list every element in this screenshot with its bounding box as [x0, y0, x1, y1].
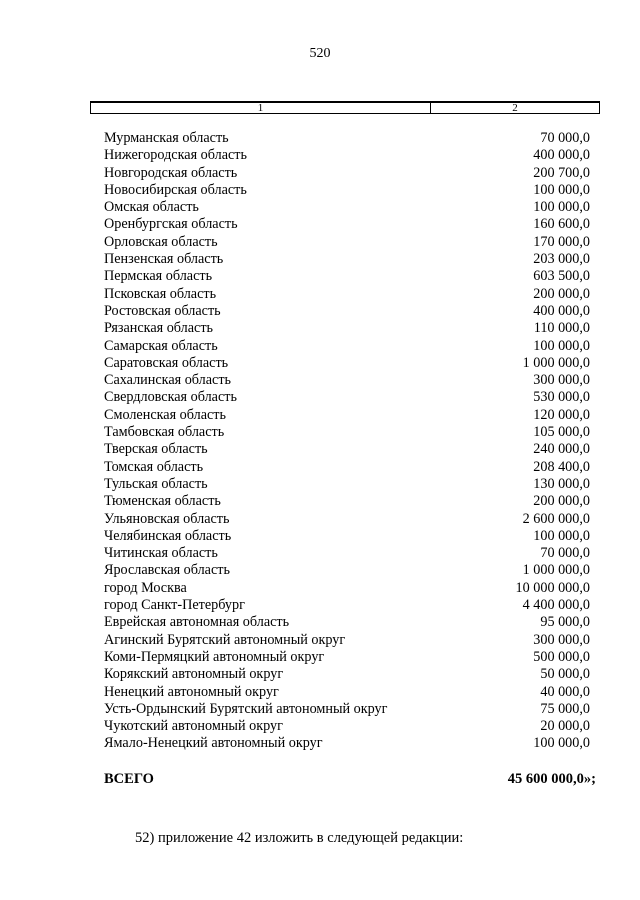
table-row [104, 580, 590, 597]
region-name: Корякский автономный округ [104, 666, 284, 683]
table-row [104, 493, 590, 510]
region-value: 530 000,0 [533, 389, 590, 406]
region-name: Тверская область [104, 441, 208, 458]
region-name: Ярославская область [104, 562, 230, 579]
region-value: 300 000,0 [533, 631, 590, 648]
column-header-2: 2 [512, 102, 518, 114]
region-name: Омская область [104, 199, 199, 216]
region-value: 20 000,0 [540, 718, 590, 735]
region-name: Новосибирская область [104, 181, 247, 198]
table-row [104, 234, 590, 251]
region-name: Еврейская автономная область [104, 614, 290, 631]
table-body [104, 130, 590, 753]
table-row [104, 182, 590, 199]
region-value: 40 000,0 [540, 683, 590, 700]
region-name: Оренбургская область [104, 216, 238, 233]
table-row [104, 216, 590, 233]
table-row [104, 441, 590, 458]
region-value: 10 000 000,0 [515, 579, 590, 596]
table-row [104, 251, 590, 268]
table-row [104, 476, 590, 493]
table-row [104, 562, 590, 579]
region-value: 95 000,0 [540, 614, 590, 631]
table-row [104, 355, 590, 372]
region-value: 160 600,0 [533, 216, 590, 233]
table-row [104, 528, 590, 545]
region-value: 110 000,0 [533, 320, 590, 337]
region-value: 400 000,0 [533, 147, 590, 164]
region-name: Мурманская область [104, 130, 229, 146]
region-value: 50 000,0 [540, 666, 590, 683]
region-name: Нижегородская область [104, 147, 247, 164]
region-name: город Москва [104, 579, 187, 596]
region-name: Орловская область [104, 233, 218, 250]
region-value: 500 000,0 [533, 648, 590, 665]
column-header-1: 1 [257, 102, 264, 114]
region-value: 603 500,0 [533, 268, 590, 285]
region-value: 100 000,0 [533, 199, 590, 216]
table-header [90, 101, 600, 114]
region-value: 2 600 000,0 [522, 510, 590, 527]
region-value: 1 000 000,0 [522, 562, 590, 579]
region-value: 170 000,0 [533, 233, 590, 250]
region-value: 200 000,0 [533, 285, 590, 302]
table-row [104, 735, 590, 752]
table-row [104, 372, 590, 389]
table-row [104, 666, 590, 683]
region-name: Челябинская область [104, 527, 232, 544]
region-value: 75 000,0 [540, 700, 590, 717]
table-row [104, 684, 590, 701]
region-value: 240 000,0 [533, 441, 590, 458]
region-value: 100 000,0 [533, 181, 590, 198]
table-row [104, 632, 590, 649]
table-row [104, 459, 590, 476]
region-name: город Санкт-Петербург [104, 597, 245, 614]
table-row [104, 286, 590, 303]
region-value: 203 000,0 [533, 251, 590, 268]
table-row [104, 718, 590, 735]
region-value: 70 000,0 [540, 130, 590, 146]
table-row [104, 199, 590, 216]
total-label: ВСЕГО [104, 771, 154, 787]
region-value: 200 000,0 [533, 493, 590, 510]
region-value: 100 000,0 [533, 527, 590, 544]
table-row [104, 701, 590, 718]
region-value: 1 000 000,0 [522, 354, 590, 371]
region-value: 4 400 000,0 [522, 597, 590, 614]
table-row [104, 130, 590, 147]
region-name: Агинский Бурятский автономный округ [104, 631, 346, 648]
region-value: 100 000,0 [533, 337, 590, 354]
total-row [104, 771, 596, 788]
region-value: 120 000,0 [533, 406, 590, 423]
region-value: 130 000,0 [533, 475, 590, 492]
region-name: Читинская область [104, 545, 218, 562]
region-name: Чукотский автономный округ [104, 718, 283, 735]
region-value: 208 400,0 [533, 458, 590, 475]
table-row [104, 545, 590, 562]
region-name: Ростовская область [104, 302, 221, 319]
table-row [104, 147, 590, 164]
page-number: 520 [309, 46, 331, 61]
table-row [104, 407, 590, 424]
region-name: Самарская область [104, 337, 218, 354]
region-name: Томская область [104, 458, 204, 475]
total-value: 45 600 000,0»; [507, 771, 596, 787]
region-name: Ульяновская область [104, 510, 230, 527]
region-value: 300 000,0 [533, 372, 590, 389]
region-name: Усть-Ордынский Бурятский автономный округ [104, 700, 388, 717]
region-name: Свердловская область [104, 389, 237, 406]
region-name: Саратовская область [104, 354, 229, 371]
region-value: 200 700,0 [533, 164, 590, 181]
table-row [104, 649, 590, 666]
region-name: Коми-Пермяцкий автономный округ [104, 648, 325, 665]
region-name: Сахалинская область [104, 372, 232, 389]
region-value: 400 000,0 [533, 302, 590, 319]
region-name: Ненецкий автономный округ [104, 683, 279, 700]
region-value: 105 000,0 [533, 424, 590, 441]
region-value: 70 000,0 [540, 545, 590, 562]
region-name: Пензенская область [104, 251, 224, 268]
region-name: Тульская область [104, 475, 208, 492]
region-name: Пермская область [104, 268, 213, 285]
region-name: Тамбовская область [104, 424, 225, 441]
table-row [104, 338, 590, 355]
table-row [104, 303, 590, 320]
table-row [104, 424, 590, 441]
table-row [104, 614, 590, 631]
table-row [104, 165, 590, 182]
table-row [104, 389, 590, 406]
table-row [104, 597, 590, 614]
amendment-text: 52) приложение 42 изложить в следующей редакции: [135, 830, 464, 846]
region-value: 100 000,0 [533, 735, 590, 752]
region-name: Псковская область [104, 285, 217, 302]
region-name: Смоленская область [104, 406, 226, 423]
region-name: Новгородская область [104, 164, 238, 181]
region-name: Тюменская область [104, 493, 221, 510]
region-name: Рязанская область [104, 320, 214, 337]
table-row [104, 268, 590, 285]
table-row [104, 511, 590, 528]
table-row [104, 320, 590, 337]
region-name: Ямало-Ненецкий автономный округ [104, 735, 323, 752]
